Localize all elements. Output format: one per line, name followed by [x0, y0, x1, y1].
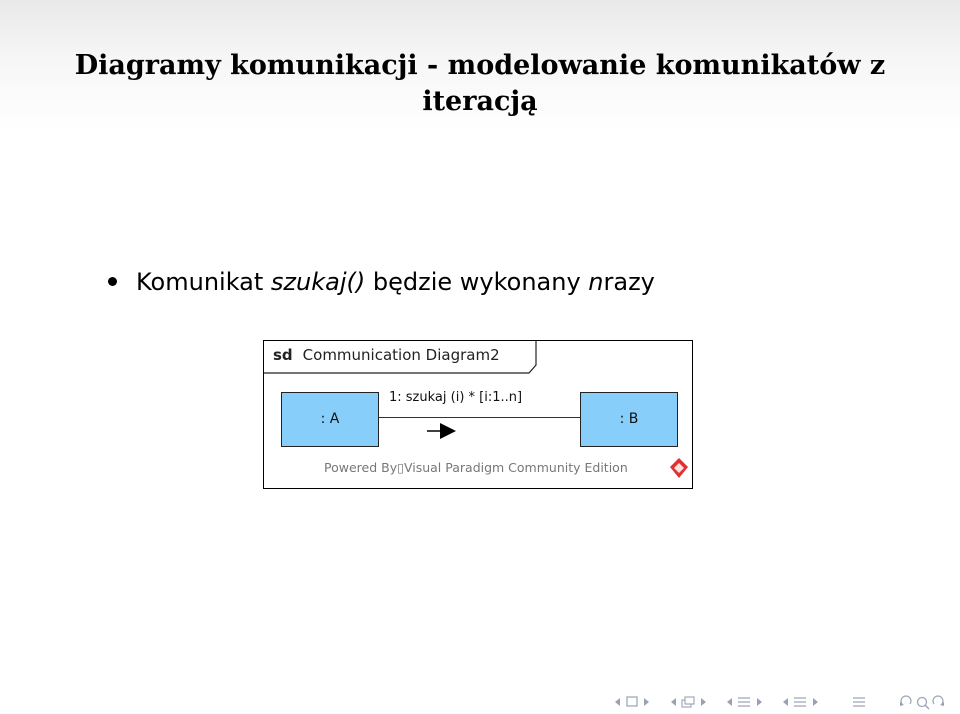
title-line-2: iteracją: [422, 86, 538, 117]
bullet-suffix: razy: [603, 268, 655, 296]
watermark-text: Powered By▯Visual Paradigm Community Edition: [324, 460, 628, 475]
message-arrow-icon: [424, 421, 460, 441]
bullet-n: n: [588, 268, 604, 296]
lifeline-a: : A: [281, 392, 379, 447]
beamer-navigation: [614, 694, 954, 710]
bullet-dot-icon: [108, 277, 117, 286]
link-line: [379, 417, 580, 418]
nav-search-icon[interactable]: [898, 694, 954, 710]
communication-diagram: [263, 340, 693, 489]
nav-frame-prev-icon[interactable]: [614, 694, 660, 710]
frame-label: [273, 346, 500, 364]
nav-toc-icon[interactable]: [850, 694, 870, 710]
bullet-middle: będzie wykonany: [365, 268, 589, 296]
slide-title: [0, 48, 960, 120]
message-label: 1: szukaj (i) * [i:1..n]: [389, 390, 523, 405]
nav-subsection-prev-icon[interactable]: [670, 694, 716, 710]
title-line-1: Diagramy komunikacji - modelowanie komunikatów z: [74, 50, 886, 81]
visual-paradigm-logo-icon: [669, 457, 689, 479]
nav-section-next-icon[interactable]: [782, 694, 828, 710]
frame-name: Communication Diagram2: [302, 346, 500, 364]
bullet-method: szukaj(): [270, 268, 366, 296]
nav-section-prev-icon[interactable]: [726, 694, 772, 710]
frame-keyword: sd: [273, 346, 293, 364]
bullet-item: [108, 268, 655, 296]
bullet-prefix: Komunikat: [136, 268, 271, 296]
lifeline-b: : B: [580, 392, 678, 447]
